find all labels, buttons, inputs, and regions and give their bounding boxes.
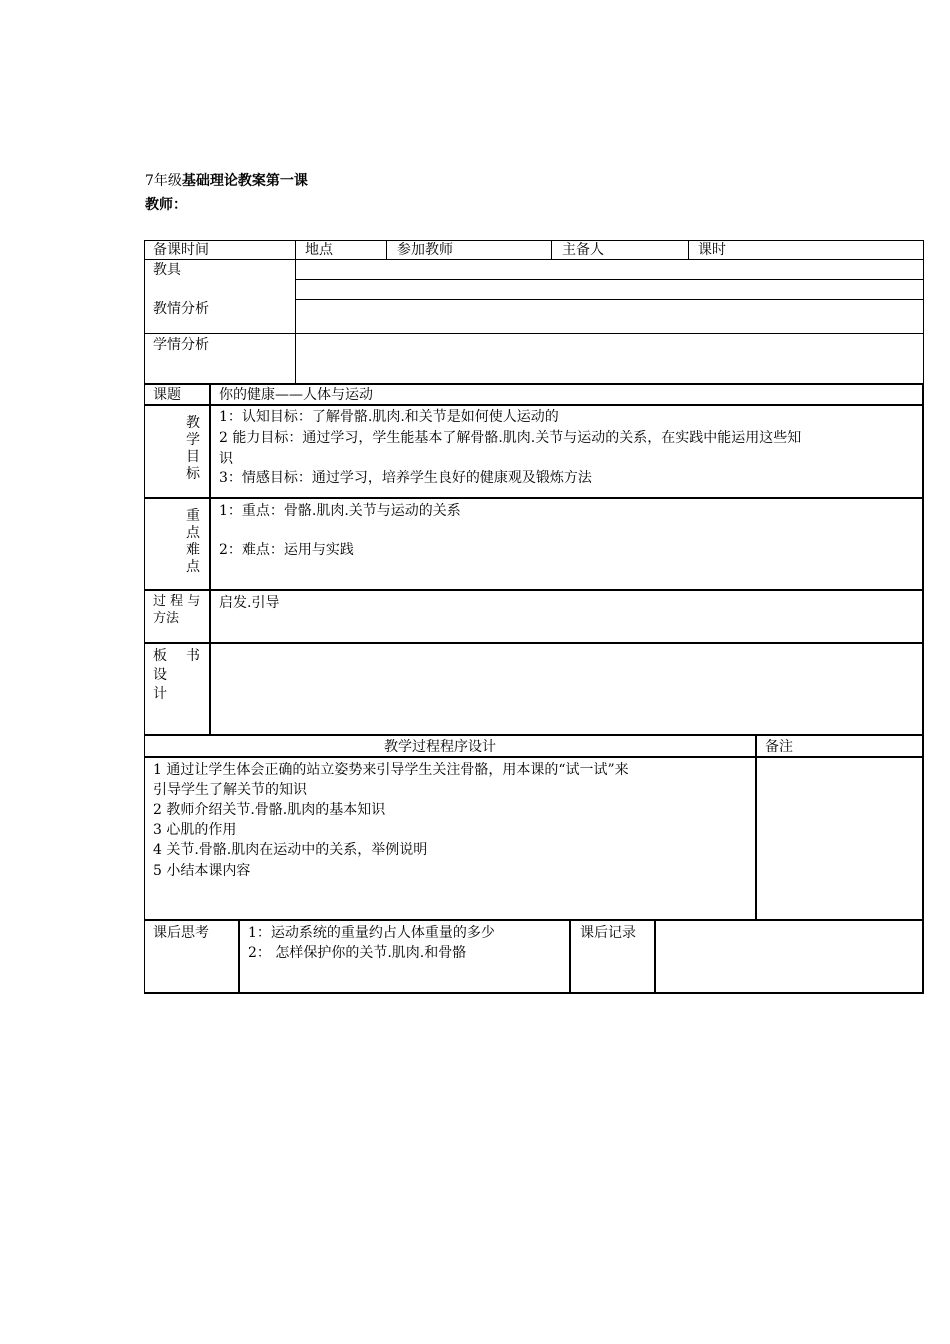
- goals-label-char: 目: [186, 449, 200, 465]
- teaching-aids-label: 教具: [153, 262, 181, 278]
- reflection-item: 1：运动系统的重量约占人体重量的多少: [248, 925, 495, 941]
- participants-label: 参加教师: [397, 242, 453, 258]
- difficulty: 2：难点：运用与实践: [219, 542, 354, 558]
- process-label-line2: 方法: [153, 611, 180, 626]
- teaching-analysis-label: 教情分析: [153, 301, 209, 317]
- process-step: 5 小结本课内容: [153, 863, 251, 879]
- board-label-char: 书: [186, 648, 200, 664]
- teacher-label: 教师：: [145, 197, 187, 213]
- process-label-line1: 过 程 与: [153, 594, 201, 609]
- process-step: 4 关节.骨骼.肌肉在运动中的关系，举例说明: [153, 842, 428, 858]
- key-label-char: 难: [186, 542, 200, 558]
- location-label: 地点: [305, 242, 333, 258]
- process-step: 3 心肌的作用: [153, 822, 237, 838]
- process-step: 1 通过让学生体会正确的站立姿势来引导学生关注骨骼，用本课的“试一试”来: [153, 762, 629, 778]
- hours-label: 课时: [698, 242, 726, 258]
- process-step: 引导学生了解关节的知识: [153, 782, 307, 798]
- key-label-char: 重: [186, 508, 200, 524]
- student-analysis-label: 学情分析: [153, 337, 209, 353]
- record-label: 课后记录: [580, 925, 636, 941]
- process-step: 2 教师介绍关节.骨骼.肌肉的基本知识: [153, 802, 386, 818]
- notes-header: 备注: [765, 739, 793, 755]
- reflection-item: 2： 怎样保护你的关节.肌肉.和骨骼: [248, 945, 467, 961]
- board-label-char: 设: [153, 667, 167, 683]
- goal-ability-cont: 识: [219, 451, 233, 467]
- key-label-char: 点: [186, 525, 200, 541]
- board-label-char: 计: [153, 686, 167, 702]
- key-point: 1：重点：骨骼.肌肉.关节与运动的关系: [219, 503, 461, 519]
- lead-label: 主备人: [562, 242, 604, 258]
- prep-time-label: 备课时间: [153, 242, 209, 258]
- lesson-title: [145, 170, 308, 190]
- goal-affective: 3：情感目标：通过学习，培养学生良好的健康观及锻炼方法: [219, 470, 592, 486]
- goals-label-char: 学: [186, 432, 200, 448]
- board-label-char: 板: [153, 648, 167, 664]
- key-label-char: 点: [186, 559, 200, 575]
- process-design-header: 教学过程程序设计: [384, 739, 496, 755]
- goal-cognitive: 1：认知目标：了解骨骼.肌肉.和关节是如何使人运动的: [219, 409, 559, 425]
- title-text: 基础理论教案第一课: [181, 173, 308, 189]
- process-value: 启发.引导: [219, 595, 280, 611]
- goals-label-char: 教: [186, 415, 200, 431]
- topic-value: 你的健康——人体与运动: [219, 387, 373, 403]
- goal-ability: 2 能力目标：通过学习，学生能基本了解骨骼.肌肉.关节与运动的关系，在实践中能运用这些知: [219, 430, 802, 446]
- grade-label: 7年级: [145, 173, 182, 189]
- topic-label: 课题: [153, 387, 181, 403]
- goals-label-char: 标: [186, 466, 200, 482]
- reflection-label: 课后思考: [153, 925, 209, 941]
